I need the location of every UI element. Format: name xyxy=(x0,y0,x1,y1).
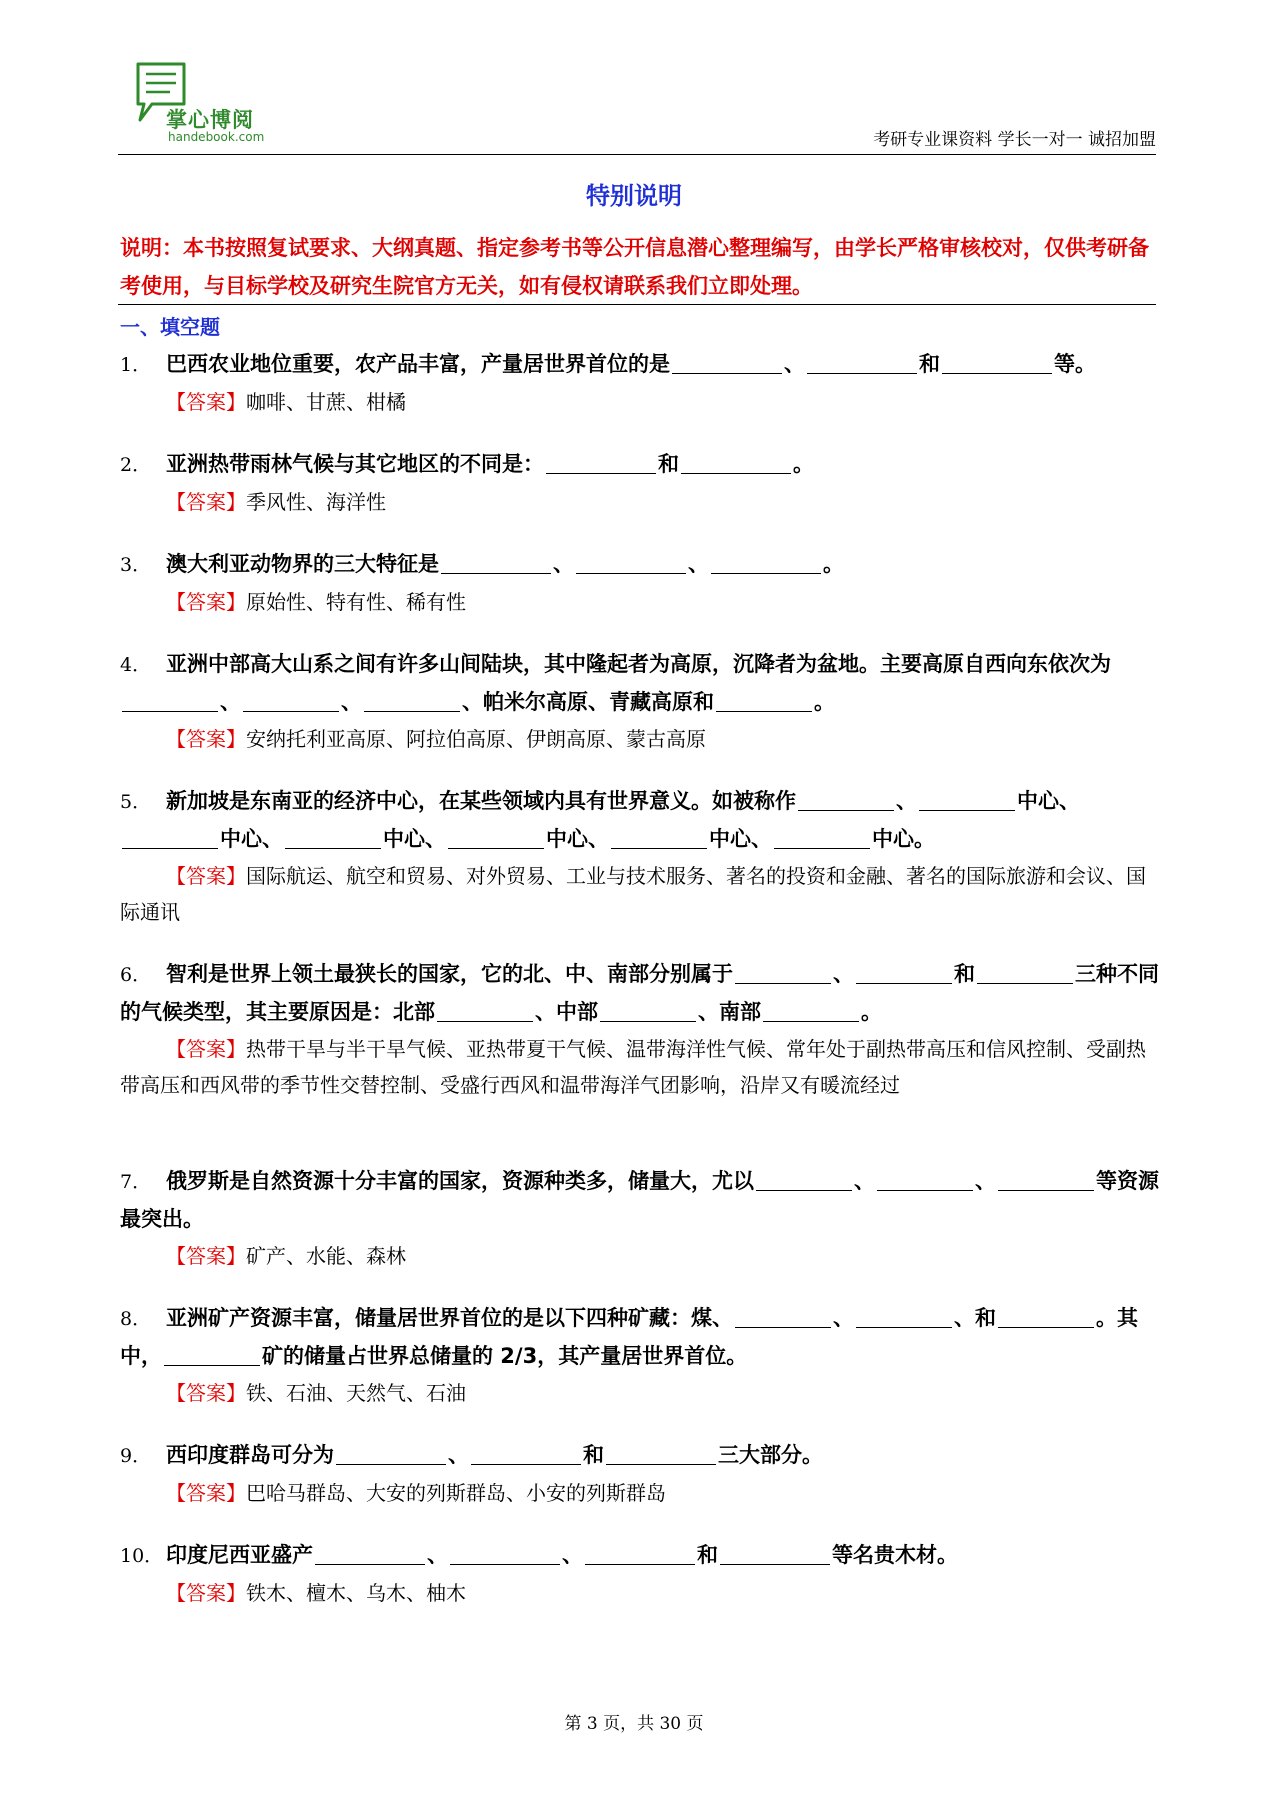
answer-2: 【答案】季风性、海洋性 xyxy=(166,490,386,514)
question-number: 8． xyxy=(120,1308,152,1330)
question-5: 5． 新加坡是东南亚的经济中心，在某些领域内具有世界意义。如被称作 、 中心、中心、 中心、 中心、 中心、 中心。 xyxy=(120,783,1160,858)
answer-blank xyxy=(437,999,533,1022)
answer-blank xyxy=(711,551,821,574)
question-number: 10． xyxy=(120,1545,164,1567)
question-number: 5． xyxy=(120,791,152,813)
answer-tag: 【答案】 xyxy=(166,490,246,514)
answer-tag: 【答案】 xyxy=(166,390,246,414)
answer-blank xyxy=(720,1542,830,1565)
page-title: 特别说明 xyxy=(586,182,682,210)
answer-10: 【答案】铁木、檀木、乌木、柚木 xyxy=(166,1581,466,1605)
answer-tag: 【答案】 xyxy=(166,1581,246,1605)
question-2: 2． 亚洲热带雨林气候与其它地区的不同是： 和 。 xyxy=(120,446,1160,484)
answer-6: 【答案】热带干旱与半干旱气候、亚热带夏干气候、温带海洋性气候、常年处于副热带高压和信风控制、受副热带高压和西风带的季节性交替控制、受盛行西风和温带海洋气团影响，沿岸又有暖流经过 xyxy=(120,1037,1146,1097)
question-3: 3． 澳大利亚动物界的三大特征是 、 、 。 xyxy=(120,546,1160,584)
answer-blank xyxy=(585,1542,695,1565)
answer-blank xyxy=(122,689,218,712)
answer-9: 【答案】巴哈马群岛、大安的列斯群岛、小安的列斯群岛 xyxy=(166,1481,666,1505)
answer-tag: 【答案】 xyxy=(166,1037,246,1061)
question-1: 1． 巴西农业地位重要，农产品丰富，产量居世界首位的是 、 和 等。 xyxy=(120,346,1160,384)
answer-blank xyxy=(716,689,812,712)
answer-tag: 【答案】 xyxy=(166,1244,246,1268)
answer-blank xyxy=(606,1442,716,1465)
question-number: 7． xyxy=(120,1171,152,1193)
question-number: 1． xyxy=(120,354,152,376)
answer-blank xyxy=(243,689,339,712)
answer-blank xyxy=(774,826,870,849)
answer-blank xyxy=(546,451,656,474)
answer-blank xyxy=(735,961,831,984)
question-10: 10． 印度尼西亚盛产 、 、 和 等名贵木材。 xyxy=(120,1537,1160,1575)
answer-tag: 【答案】 xyxy=(166,864,246,888)
question-7: 7． 俄罗斯是自然资源十分丰富的国家，资源种类多，储量大，尤以 、 、 等资源最突出。 xyxy=(120,1163,1160,1238)
answer-blank xyxy=(681,451,791,474)
logo-text-en: handebook.com xyxy=(168,130,265,144)
answer-blank xyxy=(877,1168,973,1191)
question-9: 9． 西印度群岛可分为 、 和 三大部分。 xyxy=(120,1437,1160,1475)
question-list xyxy=(120,346,1160,1611)
logo xyxy=(134,60,304,148)
answer-blank xyxy=(735,1305,831,1328)
answer-tag: 【答案】 xyxy=(166,727,246,751)
answer-5: 【答案】国际航运、航空和贸易、对外贸易、工业与技术服务、著名的投资和金融、著名的国际旅游和会议、国际通讯 xyxy=(120,864,1146,924)
answer-blank xyxy=(763,999,859,1022)
answer-blank xyxy=(919,788,1015,811)
answer-blank xyxy=(798,788,894,811)
answer-blank xyxy=(977,961,1073,984)
answer-blank xyxy=(611,826,707,849)
answer-blank xyxy=(336,1442,446,1465)
answer-blank xyxy=(807,351,917,374)
copyright-notice: 说明：本书按照复试要求、大纲真题、指定参考书等公开信息潜心整理编写，由学长严格审核校对，仅供考研备考使用，与目标学校及研究生院官方无关，如有侵权请联系我们立即处理。 xyxy=(120,236,1149,298)
section-heading: 一、填空题 xyxy=(120,315,220,339)
answer-blank xyxy=(448,826,544,849)
answer-blank xyxy=(315,1542,425,1565)
answer-blank xyxy=(856,961,952,984)
answer-blank xyxy=(471,1442,581,1465)
answer-blank xyxy=(576,551,686,574)
header-tagline: 考研专业课资料 学长一对一 诚招加盟 xyxy=(873,130,1156,150)
answer-tag: 【答案】 xyxy=(166,1381,246,1405)
answer-blank xyxy=(122,826,218,849)
answer-blank xyxy=(942,351,1052,374)
answer-1: 【答案】咖啡、甘蔗、柑橘 xyxy=(166,390,406,414)
answer-blank xyxy=(450,1542,560,1565)
answer-7: 【答案】矿产、水能、森林 xyxy=(166,1244,406,1268)
answer-4: 【答案】安纳托利亚高原、阿拉伯高原、伊朗高原、蒙古高原 xyxy=(166,727,706,751)
answer-blank xyxy=(600,999,696,1022)
answer-blank xyxy=(756,1168,852,1191)
question-number: 2． xyxy=(120,454,152,476)
answer-blank xyxy=(856,1305,952,1328)
question-8: 8． 亚洲矿产资源丰富，储量居世界首位的是以下四种矿藏：煤、 、 、和 。其中， 矿的储量占世界总储量的 2/3，其产量居世界首位。 xyxy=(120,1300,1160,1375)
question-number: 6． xyxy=(120,964,152,986)
question-6: 6． 智利是世界上领土最狭长的国家，它的北、中、南部分别属于 、 和 三种不同的气候类型，其主要原因是：北部 、中部 、南部 。 xyxy=(120,956,1160,1031)
answer-blank xyxy=(364,689,460,712)
logo-text-cn: 掌心博阅 xyxy=(166,108,254,132)
answer-blank xyxy=(441,551,551,574)
question-number: 9． xyxy=(120,1445,152,1467)
question-number: 4． xyxy=(120,654,152,676)
answer-blank xyxy=(285,826,381,849)
answer-blank xyxy=(164,1343,260,1366)
header-divider xyxy=(118,154,1156,155)
question-4: 4． 亚洲中部高大山系之间有许多山间陆块，其中隆起者为高原，沉降者为盆地。主要高原自西向东依次为、 、 、帕米尔高原、青藏高原和 。 xyxy=(120,646,1160,721)
answer-tag: 【答案】 xyxy=(166,590,246,614)
answer-tag: 【答案】 xyxy=(166,1481,246,1505)
question-number: 3． xyxy=(120,554,152,576)
answer-blank xyxy=(672,351,782,374)
notice-divider xyxy=(118,304,1156,305)
answer-blank xyxy=(998,1305,1094,1328)
answer-blank xyxy=(998,1168,1094,1191)
answer-3: 【答案】原始性、特有性、稀有性 xyxy=(166,590,466,614)
answer-8: 【答案】铁、石油、天然气、石油 xyxy=(166,1381,466,1405)
page-footer: 第 3 页，共 30 页 xyxy=(564,1714,704,1734)
